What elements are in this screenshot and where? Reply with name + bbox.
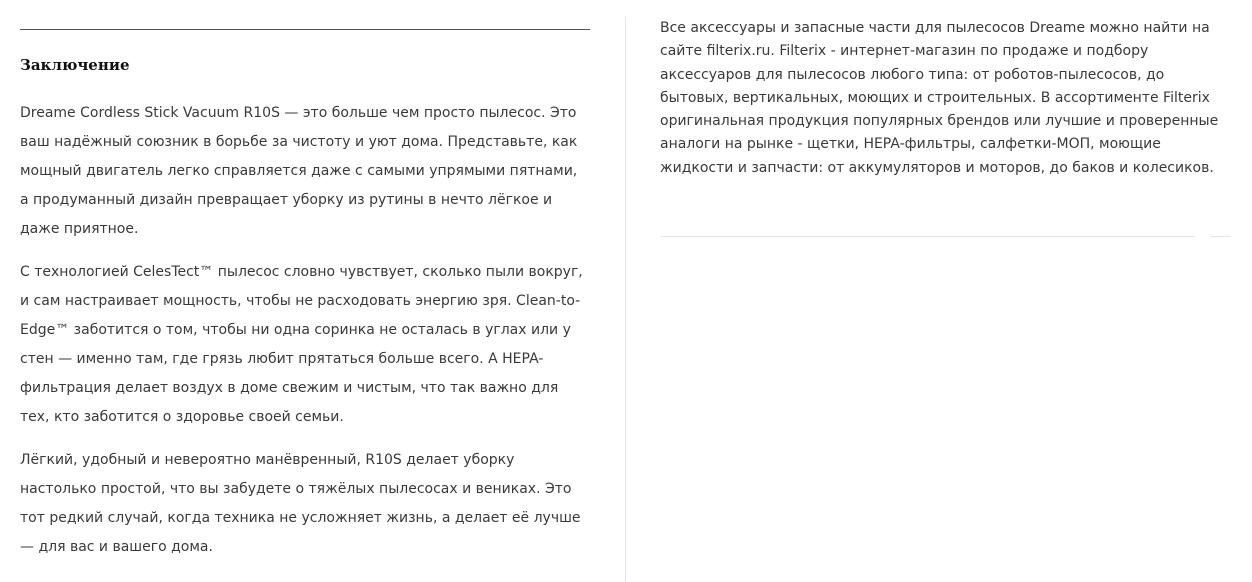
sidebar-divider [660, 236, 1195, 237]
sidebar-column [660, 17, 1232, 180]
sidebar-divider-tail [1210, 236, 1231, 237]
section-title: Заключение [20, 56, 130, 74]
sidebar-paragraph: Все аксессуары и запасные части для пылесосов Dreame можно найти на сайте filterix.ru. Filterix - интернет-магазин по продаже и подбору аксессуаров для пылесосов любого типа: от роботов-пылесосов, до бытовых, вертикальных, моющих и строительных. В ассортименте Filterix оригинальная продукция популярных брендов или лучшие и проверенные аналоги на рынке - щетки, HEPA-фильтры, салфетки-МОП, моющие жидкости и запчасти: от аккумуляторов и моторов, до баков и колесиков. [660, 20, 1219, 176]
paragraph-3: Лёгкий, удобный и невероятно манёвренный, R10S делает уборку настолько простой, что вы забудете о тяжёлых пылесосах и вениках. Это тот редкий случай, когда техника не усложняет жизнь, а делает её лучше — для вас и вашего дома. [20, 452, 581, 555]
column-divider [625, 17, 626, 582]
paragraph-1: Dreame Cordless Stick Vacuum R10S — это больше чем просто пылесос. Это ваш надёжный союзник в борьбе за чистоту и уют дома. Представьте, как мощный двигатель легко справляется даже с самыми упрямыми пятнами, а продуманный дизайн превращает уборку из рутины в нечто лёгкое и даже приятное. [20, 105, 578, 237]
top-divider [20, 29, 590, 30]
paragraph-2: С технологией CelesTect™ пылесос словно чувствует, сколько пыли вокруг, и сам настраивает мощность, чтобы не расходовать энергию зря. Clean-to-Edge™ заботится о том, чтобы ни одна соринка не осталась в углах или у стен — именно там, где грязь любит прятаться больше всего. А HEPA-фильтрация делает воздух в доме свежим и чистым, что так важно для тех, кто заботится о здоровье своей семьи. [20, 264, 583, 425]
